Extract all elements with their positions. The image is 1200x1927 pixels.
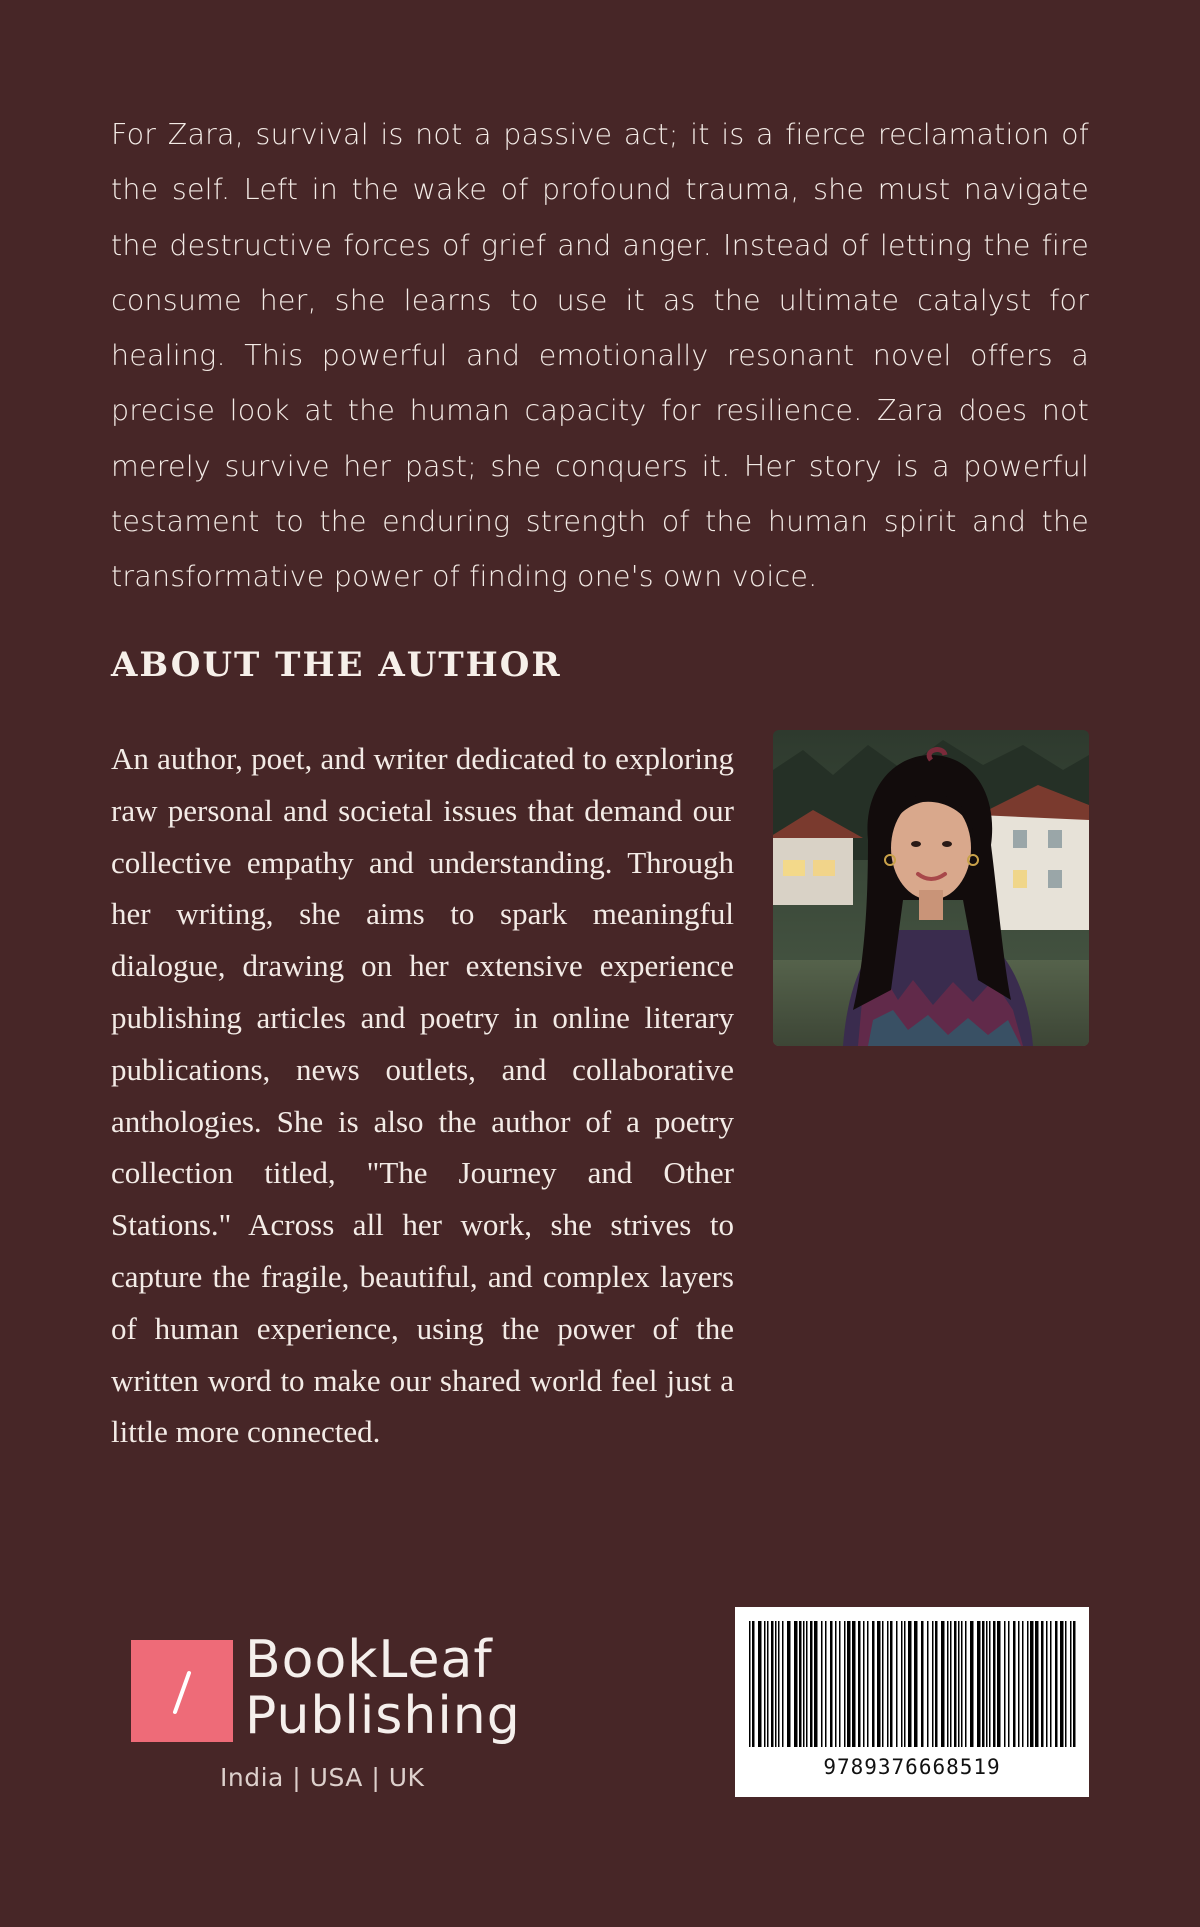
barcode-bar	[950, 1621, 952, 1747]
barcode-bar	[767, 1621, 769, 1747]
barcode-bar	[771, 1621, 774, 1747]
barcode-bar	[1046, 1621, 1048, 1747]
barcode-bar	[1008, 1621, 1010, 1747]
barcode-bar	[778, 1621, 780, 1747]
barcode-bar	[844, 1621, 846, 1747]
barcode-bar	[989, 1621, 991, 1747]
slash-logo-icon	[131, 1640, 233, 1742]
barcode-bar	[986, 1621, 988, 1747]
barcode-bar	[1035, 1621, 1039, 1747]
barcode-bar	[787, 1621, 791, 1747]
barcode-bar	[982, 1621, 985, 1747]
barcode-bar	[997, 1621, 1001, 1747]
barcode-bar	[904, 1621, 906, 1747]
barcode-bar	[847, 1621, 851, 1747]
barcode-bar	[896, 1621, 898, 1747]
barcode-bar	[947, 1621, 949, 1747]
barcode-bar	[961, 1621, 963, 1747]
barcode-bar	[803, 1621, 805, 1747]
barcode-bar	[810, 1621, 813, 1747]
publisher-regions: India | USA | UK	[220, 1763, 425, 1792]
isbn-number: 9789376668519	[823, 1755, 1001, 1779]
back-cover-blurb: For Zara, survival is not a passive act; it is a fierce reclamation of the self. Left in the wake of profound trauma, she must navigate the destructive forces of grief and anger. Instead of letting the fire consume her, she learns to use it as the ultimate catalyst for healing. This powerful and emotionally resonant novel offers a precise look at the human capacity for resilience. Zara does not merely survive her past; she conquers it. Her story is a powerful testament to the enduring strength of the human spirit and the transformative power of finding one's own voice.	[111, 118, 1089, 594]
barcode-bar	[993, 1621, 996, 1747]
barcode-bar	[1004, 1621, 1006, 1747]
barcode-bar	[1060, 1621, 1064, 1747]
isbn-barcode	[735, 1607, 1089, 1797]
about-author-heading: ABOUT THE AUTHOR	[111, 645, 562, 685]
barcode-bar	[799, 1621, 802, 1747]
barcode-bar	[752, 1621, 755, 1747]
barcode-bar	[1027, 1621, 1029, 1747]
author-bio: An author, poet, and writer dedicated to exploring raw personal and societal issues that demand our collective empathy and understanding. Through her writing, she aims to spark meaningful dialogue, drawing on her extensive experience publishing articles and poetry in online literary publications, news outlets, and collaborative anthologies. She is also the author of a poetry collection titled, "The Journey and Other Stations." Across all her work, she strives to capture the fragile, beautiful, and complex layers of human experience, using the power of the written word to make our shared world feel just a little more connected.	[111, 741, 734, 1450]
barcode-bar	[927, 1621, 929, 1747]
barcode-bar	[1065, 1621, 1067, 1747]
publisher-name-line2: Publishing	[245, 1686, 521, 1746]
author-photo	[773, 730, 1089, 1046]
barcode-bar	[941, 1621, 945, 1747]
barcode-bar	[1073, 1621, 1076, 1747]
barcode-bar	[954, 1621, 957, 1747]
barcode-bar	[935, 1621, 938, 1747]
barcode-bar	[1013, 1621, 1016, 1747]
barcode-bar	[821, 1621, 823, 1747]
barcode-bar	[794, 1621, 798, 1747]
barcode-bar	[887, 1621, 889, 1747]
publisher-name	[245, 1632, 521, 1744]
publisher-name-line1: BookLeaf	[245, 1630, 493, 1690]
barcode-bar	[1018, 1621, 1020, 1747]
barcode-bar	[825, 1621, 827, 1747]
barcode-bar	[882, 1621, 884, 1747]
barcode-bar	[901, 1621, 903, 1747]
barcode-bar	[782, 1621, 784, 1747]
barcode-bar	[758, 1621, 762, 1747]
barcode-bar	[1022, 1621, 1024, 1747]
barcode-bar	[814, 1621, 818, 1747]
barcode-bar	[958, 1621, 960, 1747]
barcode-bar	[965, 1621, 967, 1747]
barcode-bar	[775, 1621, 777, 1747]
barcode-bar	[749, 1621, 751, 1747]
barcode-bar	[835, 1621, 837, 1747]
barcode-bar	[764, 1621, 766, 1747]
barcode-bar	[852, 1621, 856, 1747]
barcode-bar	[867, 1621, 869, 1747]
barcode-bar	[1041, 1621, 1044, 1747]
barcode-bar	[914, 1621, 918, 1747]
barcode-bar	[1055, 1621, 1058, 1747]
barcode-bar	[977, 1621, 981, 1747]
barcode-bar	[877, 1621, 881, 1747]
barcode-bar	[890, 1621, 893, 1747]
barcode-bar	[858, 1621, 861, 1747]
barcode-bar	[1050, 1621, 1052, 1747]
barcode-bar	[1070, 1621, 1072, 1747]
barcode-bar	[872, 1621, 875, 1747]
barcode-bar	[932, 1621, 934, 1747]
barcode-bar	[921, 1621, 924, 1747]
barcode-bar	[863, 1621, 865, 1747]
barcode-bar	[908, 1621, 912, 1747]
barcode-bar	[970, 1621, 974, 1747]
barcode-bar	[806, 1621, 808, 1747]
barcode-bar	[1030, 1621, 1034, 1747]
barcode-bar	[830, 1621, 833, 1747]
barcode-bar	[839, 1621, 841, 1747]
